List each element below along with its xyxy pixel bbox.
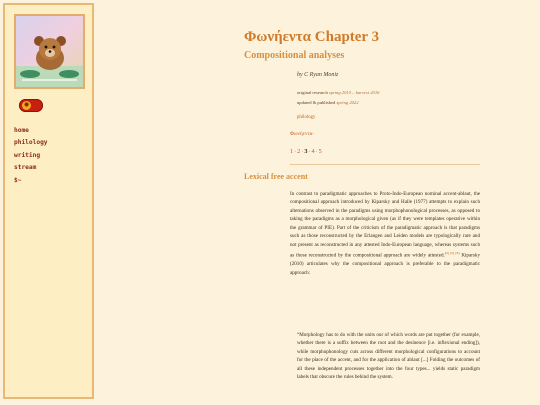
paragraph-tail: Kiparsky (2010) articulates why the compositional approach is preferable to the paradigmatic approach: — [290, 252, 481, 276]
sidebar — [3, 3, 94, 399]
divider — [290, 164, 480, 165]
updated-line — [297, 100, 359, 105]
nav-writing[interactable]: writing — [14, 151, 41, 159]
page-title: Φωνήεντα Chapter 3 — [244, 29, 380, 45]
block-quote: “Morphology has to do with the units our of which words are put together (for example, whether there is a suffix between the root and the desinence [i.e. inflexional ending]), while morphophonology cuts across different morphological configurations to account for the place of the accent, and for the application of ablaut [...] Folding the outcomes of all these independent processes together into the four types... yields static paradigm labels that obscure the rules behind the system. — [297, 332, 480, 381]
citation-links[interactable]: [4] [5] [6] — [444, 251, 460, 256]
avatar[interactable] — [14, 14, 85, 89]
avatar-illustration — [16, 16, 83, 87]
original-dates: spring 2015 – harvest 2016 — [328, 90, 380, 95]
page-subtitle: Compositional analyses — [244, 50, 345, 61]
series-link[interactable]: Φωνήεντα· — [290, 131, 315, 137]
pager-page-current: 3 — [304, 148, 308, 155]
nav-home[interactable]: home — [14, 127, 29, 134]
updated-label: updated & published — [297, 100, 336, 105]
original-research-line — [297, 90, 379, 95]
nav-shell[interactable]: $~ — [14, 176, 22, 184]
pager-page-4[interactable]: 4 — [311, 148, 315, 155]
body-paragraph — [290, 190, 480, 277]
nav-stream[interactable]: stream — [14, 164, 37, 172]
pager-page-1[interactable]: 1 — [290, 148, 294, 155]
pager-page-5[interactable]: 5 — [318, 148, 322, 155]
byline: by C Ryan Moniz — [297, 72, 339, 78]
paragraph-text: In contrast to paradigmatic approaches to Proto-Indo-European nominal accent-ablaut, the compositional approach introduced by Kiparsky and Halle (1977) attempts to explain such alternations observed in the paradigms using morphophonological processes, as opposed to taking the paradigms as a morphological given (as if they were templates operative within the grammar of PIE). Part of the criticism of the paradigmatic approach is that paradigms such as those reconstructed by the Erlangen and Leiden models are typologically rare and not present as reconstructed in any attested Indo-European language, whereas systems such as those reconstructed by the compositional approach are widely attested. — [290, 191, 480, 259]
theme-toggle[interactable] — [19, 99, 43, 112]
chapter-pager: 1·2·3·4·5 — [290, 148, 322, 155]
tag-link[interactable]: philology — [297, 115, 316, 120]
original-label: original research — [297, 90, 328, 95]
sun-icon: ✹ — [23, 101, 30, 109]
updated-dates: spring 2022 — [336, 100, 359, 105]
nav-philology[interactable]: philology — [14, 139, 48, 147]
sidebar-nav — [14, 119, 48, 184]
pager-page-2[interactable]: 2 — [297, 148, 301, 155]
section-heading: Lexical free accent — [244, 172, 308, 181]
